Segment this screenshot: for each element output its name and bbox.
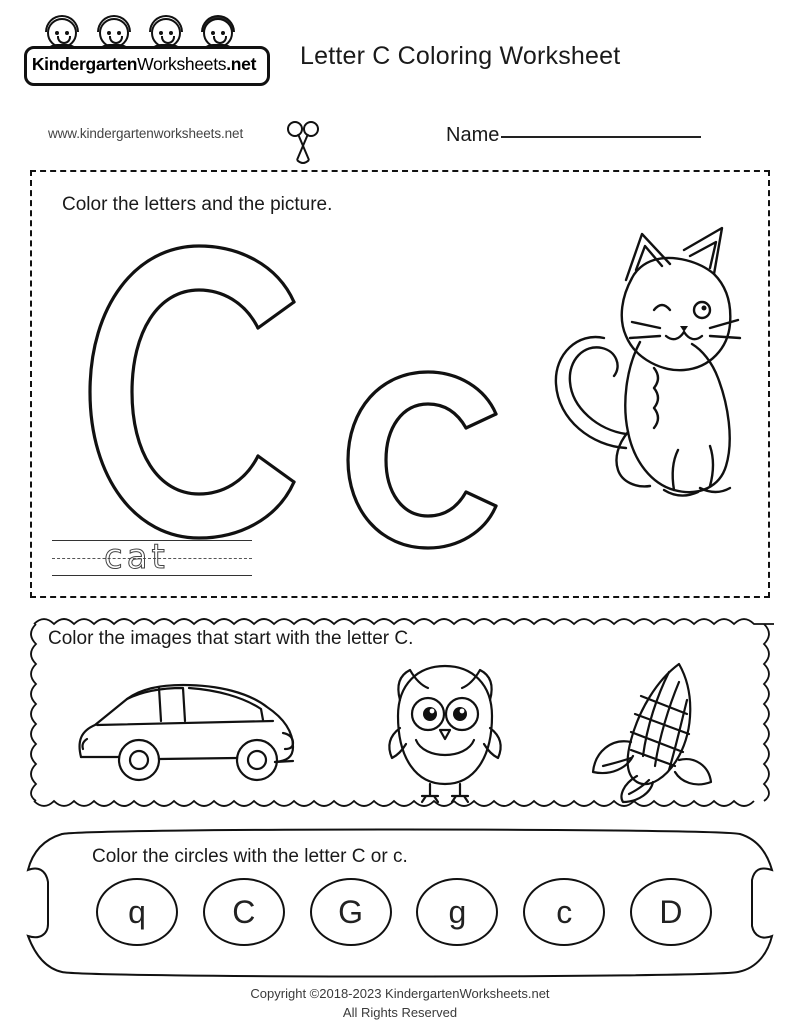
letter-circle[interactable]: q: [96, 878, 178, 946]
copyright-text: Copyright ©2018-2023 KindergartenWorksheets.net: [250, 986, 550, 1001]
section-pictures: [26, 610, 774, 815]
section-circles: [18, 826, 782, 978]
section1-instruction: Color the letters and the picture.: [62, 194, 333, 215]
owl-illustration[interactable]: [370, 656, 520, 811]
page-title: Letter C Coloring Worksheet: [300, 42, 621, 70]
page-footer: [0, 985, 800, 1023]
letter-circle[interactable]: c: [523, 878, 605, 946]
section3-instruction: Color the circles with the letter C or c.: [92, 846, 408, 867]
site-logo[interactable]: [18, 14, 283, 141]
letter-circle[interactable]: C: [203, 878, 285, 946]
scissors-icon: [283, 120, 323, 168]
letter-outlines: [62, 232, 532, 582]
logo-word-kindergarten: Kindergarten: [31, 54, 138, 74]
letter-circles: [96, 878, 712, 946]
corn-illustration[interactable]: [583, 656, 733, 811]
trace-word: cat: [104, 537, 169, 577]
logo-wordmark: [18, 54, 270, 75]
name-label: Name: [446, 124, 500, 146]
letter-circle[interactable]: g: [416, 878, 498, 946]
letter-circle[interactable]: D: [630, 878, 712, 946]
picture-choices: [36, 658, 764, 808]
name-field[interactable]: [446, 124, 701, 147]
logo-word-worksheets: Worksheets: [137, 54, 227, 74]
section2-instruction: Color the images that start with the letter C.: [48, 628, 414, 649]
page-header: [0, 0, 800, 160]
rights-text: All Rights Reserved: [342, 1004, 458, 1020]
section-color-letters: [30, 170, 770, 598]
logo-badge: [18, 14, 270, 92]
logo-word-net: .net: [226, 54, 257, 74]
cat-illustration: [514, 218, 754, 588]
word-tracing-lines[interactable]: [52, 537, 252, 577]
name-writing-line[interactable]: [501, 136, 701, 138]
site-url[interactable]: www.kindergartenworksheets.net: [48, 126, 244, 141]
letter-circle[interactable]: G: [310, 878, 392, 946]
car-illustration[interactable]: [67, 661, 307, 806]
